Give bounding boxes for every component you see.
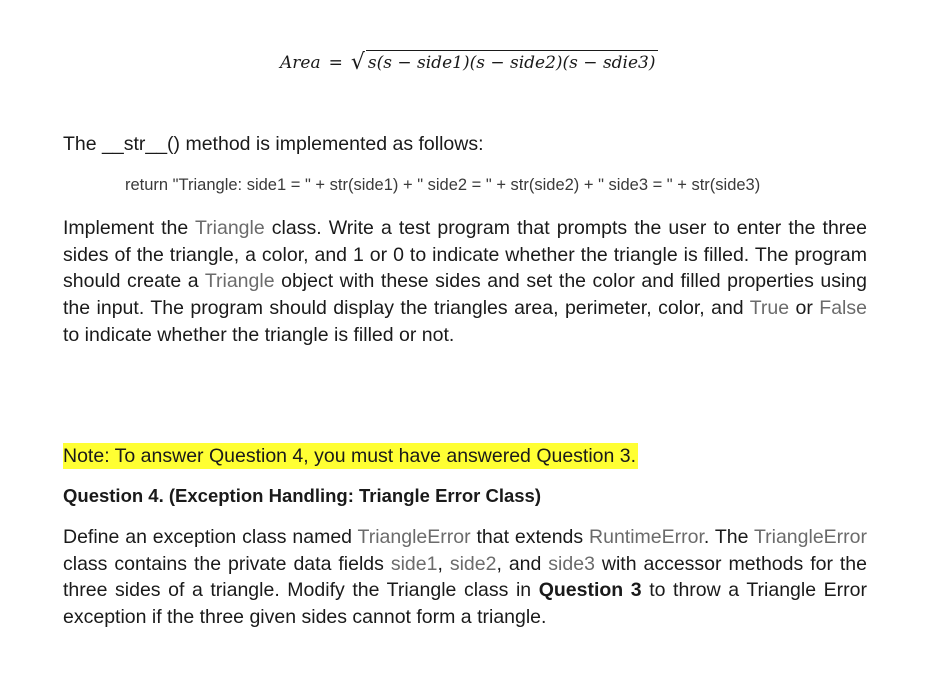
bold-reference: Question 3 — [538, 579, 642, 602]
text-run: Define an exception class named — [63, 526, 358, 548]
question-4-title: Question 4. (Exception Handling: Triangle Error Class) — [63, 485, 542, 506]
text-run: or — [789, 297, 820, 320]
code-term: side3 — [548, 552, 595, 575]
text-run: with accessor methods for the three sides of a triangle. Modify the Triangle class in — [63, 552, 867, 602]
text-run: , and — [496, 552, 549, 575]
code-term: TriangleError — [357, 526, 471, 548]
str-method-paragraph: The __str__() method is implemented as follows: — [63, 133, 484, 155]
str-return-code: return "Triangle: side1 = " + str(side1) + " side2 = " + str(side2) + " side3 = " + str(side3) — [125, 176, 761, 194]
define-exception-paragraph — [63, 524, 867, 631]
sqrt-icon: √ — [350, 50, 365, 75]
code-term: side2 — [449, 552, 497, 575]
formula-equals: = — [328, 53, 343, 73]
code-term: side1 — [390, 552, 438, 575]
text-run: Implement the — [63, 217, 195, 239]
code-term: Triangle — [204, 270, 275, 293]
text-run: to throw a Triangle Error exception if the three given sides cannot form a triangle. — [63, 579, 867, 629]
formula-lhs: Area — [280, 53, 321, 73]
text-run: to indicate whether the triangle is filled or not. — [63, 323, 455, 346]
highlighted-note: Note: To answer Question 4, you must have answered Question 3. — [63, 445, 637, 467]
code-term: False — [819, 297, 867, 320]
code-term: True — [749, 297, 790, 320]
text-run: class. Write a test program that prompts the user to enter the three sides of the triangle, a color, and 1 or 0 to indicate whether the triangle is filled. The program should create a — [63, 217, 867, 293]
text-run: class contains the private data fields — [63, 552, 391, 575]
text-run: . The — [703, 526, 754, 548]
area-formula — [280, 50, 658, 73]
formula-radicand: s(s − side1)(s − side2)(s − sdie3) — [366, 50, 658, 73]
code-term: Triangle — [194, 217, 265, 239]
implement-triangle-paragraph — [63, 215, 867, 349]
text-run: that extends — [470, 526, 590, 548]
code-term: RuntimeError — [589, 526, 704, 548]
text-run: object with these sides and set the color and filled properties using the input. The program should display the triangles area, perimeter, color, and — [63, 270, 867, 320]
text-run: , — [437, 552, 450, 575]
code-term: TriangleError — [753, 526, 868, 548]
